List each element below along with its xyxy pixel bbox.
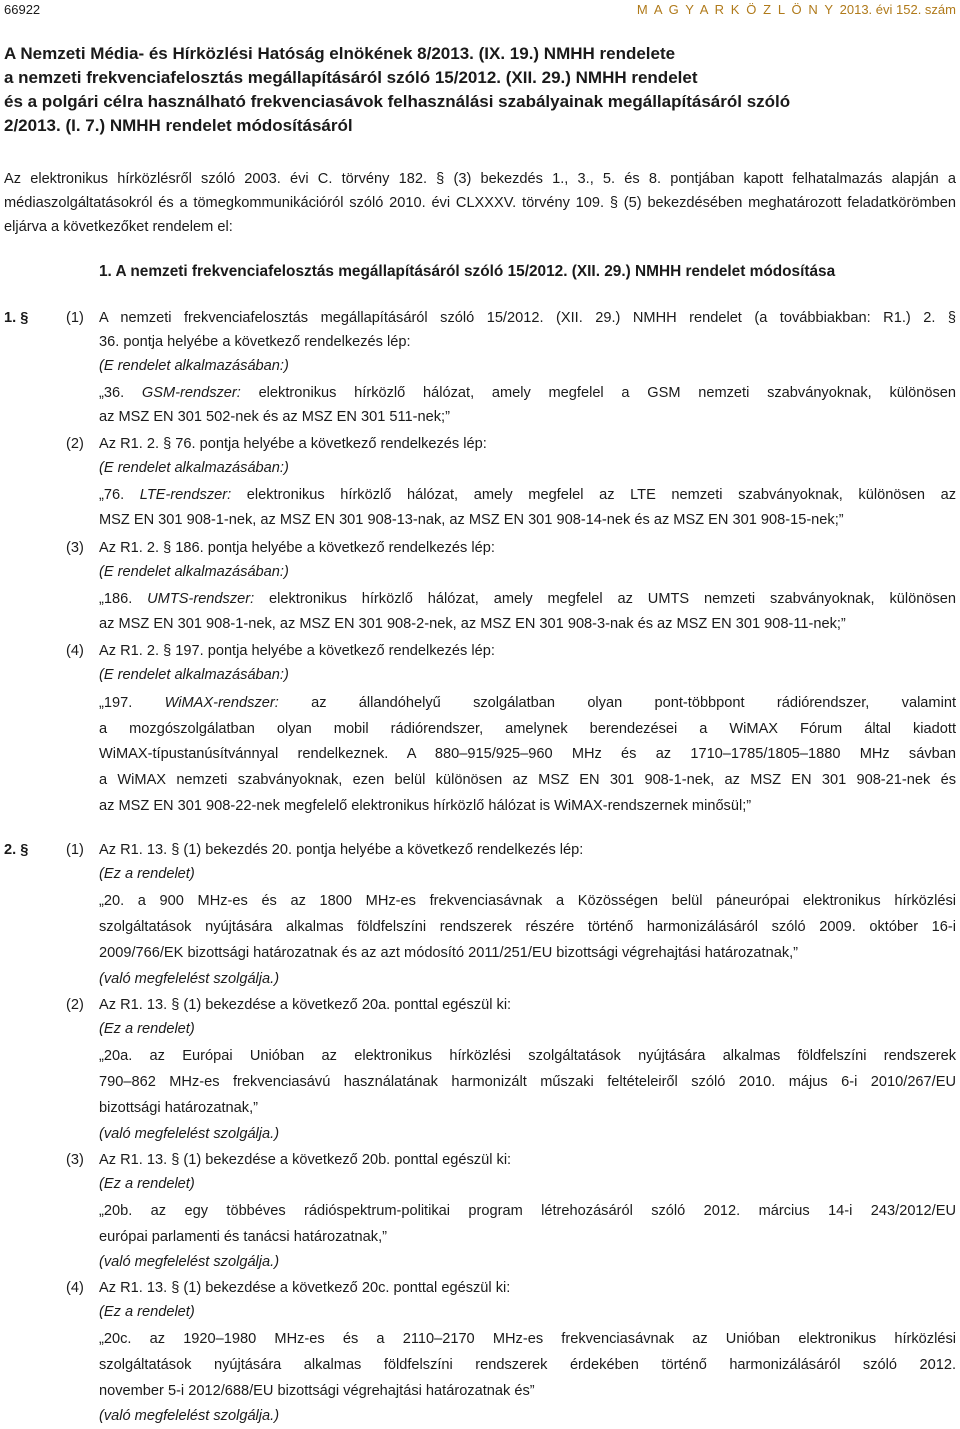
scope-note: (Ez a rendelet)	[99, 1176, 195, 1192]
subsection-number: (2)	[66, 997, 84, 1013]
quoted-line: november 5-i 2012/688/EU bizottsági végrehajtási határozatnak és”	[99, 1383, 535, 1399]
text-line: Az R1. 2. § 197. pontja helyébe a következő rendelkezés lép:	[99, 643, 495, 659]
quote-prefix: „76.	[99, 487, 140, 503]
paragraph-number: 1. §	[4, 310, 29, 326]
title-line: A Nemzeti Média- és Hírközlési Hatóság elnökének 8/2013. (IX. 19.) NMHH rendelete	[4, 44, 676, 63]
quoted-line	[99, 587, 956, 611]
text-line: Az R1. 2. § 186. pontja helyébe a következő rendelkezés lép:	[99, 540, 495, 556]
journal-header	[637, 2, 956, 17]
text-line: Az R1. 2. § 76. pontja helyébe a következő rendelkezés lép:	[99, 436, 487, 452]
quoted-line: 2009/766/EK bizottsági határozatnak és az azt módosító 2011/251/EU bizottsági végrehajtási határozatnak,”	[99, 945, 799, 961]
text-line: A nemzeti frekvenciafelosztás megállapításáról szóló 15/2012. (XII. 29.) NMHH rendelet (a továbbiakban: R1.) 2. §	[99, 310, 956, 326]
quoted-line: szolgáltatások nyújtására alkalmas földfelszíni rendszerek részére történő harmonizálásáról szóló 2009. október 16-i	[99, 919, 956, 935]
quoted-line: WiMAX-típustanúsítvánnyal rendelkeznek. A 880–915/925–960 MHz és az 1710–1785/1805–1880 MHz sávban	[99, 746, 956, 762]
quoted-line: „20b. az egy többéves rádióspektrum-politikai program létrehozásáról szóló 2012. március 14-i 243/2012/EU	[99, 1203, 956, 1219]
quote-text: elektronikus hírközlő hálózat, amely megfelel a GSM nemzeti szabványoknak, különösen	[240, 385, 956, 401]
scope-note: (E rendelet alkalmazásában:)	[99, 564, 289, 580]
quoted-line	[99, 691, 956, 715]
quoted-line: a WiMAX nemzeti szabványoknak, ezen belül különösen az MSZ EN 301 908-1-nek, az MSZ EN 301 908-21-nek és	[99, 772, 956, 788]
quoted-line: európai parlamenti és tanácsi határozatnak,”	[99, 1229, 387, 1245]
quote-prefix: „186.	[99, 591, 148, 607]
title-line: a nemzeti frekvenciafelosztás megállapításáról szóló 15/2012. (XII. 29.) NMHH rendelet	[4, 68, 698, 87]
text-line: 36. pontja helyébe a következő rendelkezés lép:	[99, 334, 411, 350]
subsection-number: (1)	[66, 310, 84, 326]
defined-term: GSM-rendszer:	[141, 385, 241, 401]
defined-term: LTE-rendszer:	[139, 487, 232, 503]
quoted-line: „20. a 900 MHz-es és az 1800 MHz-es frekvenciasávnak a Közösségen belül páneurópai elektronikus hírközlési	[99, 893, 956, 909]
scope-note: (Ez a rendelet)	[99, 866, 195, 882]
quoted-line: MSZ EN 301 908-1-nek, az MSZ EN 301 908-13-nak, az MSZ EN 301 908-14-nek és az MSZ EN 301 908-15-nek;”	[99, 512, 844, 528]
quote-text: elektronikus hírközlő hálózat, amely megfelel az UMTS nemzeti szabványoknak, különösen	[254, 591, 956, 607]
subsection-number: (4)	[66, 1280, 84, 1296]
page-number: 66922	[4, 2, 41, 17]
text-line: Az R1. 13. § (1) bekezdés 20. pontja helyébe a következő rendelkezés lép:	[99, 842, 584, 858]
subsection-number: (1)	[66, 842, 84, 858]
closing-note: (való megfelelést szolgálja.)	[99, 1126, 280, 1142]
quoted-line: az MSZ EN 301 908-1-nek, az MSZ EN 301 908-2-nek, az MSZ EN 301 908-3-nak és az MSZ EN 301 908-11-nek;”	[99, 616, 846, 632]
defined-term: WiMAX-rendszer:	[164, 695, 279, 711]
quoted-line: „20a. az Európai Unióban az elektronikus hírközlési szolgáltatások nyújtására alkalmas földfelszíni rendszerek	[99, 1048, 956, 1064]
quoted-line: az MSZ EN 301 908-22-nek megfelelő elektronikus hírközlő hálózat is WiMAX-rendszernek minősül;”	[99, 798, 752, 814]
quote-prefix: „36.	[99, 385, 142, 401]
subsection-number: (4)	[66, 643, 84, 659]
quote-text: az állandóhelyű szolgálatban olyan pont-többpont rádiórendszer, valamint	[278, 695, 956, 711]
quoted-line: 790–862 MHz-es frekvenciasávú használatának harmonizált műszaki feltételeiről szóló 2010. május 6-i 2010/267/EU	[99, 1074, 956, 1090]
subsection-number: (2)	[66, 436, 84, 452]
quoted-line: „20c. az 1920–1980 MHz-es és a 2110–2170 MHz-es frekvenciasávnak az Unióban elektronikus hírközlési	[99, 1331, 956, 1347]
quoted-line	[99, 483, 956, 507]
closing-note: (való megfelelést szolgálja.)	[99, 971, 280, 987]
quoted-line: bizottsági határozatnak,”	[99, 1100, 258, 1116]
closing-note: (való megfelelést szolgálja.)	[99, 1254, 280, 1270]
quoted-line: az MSZ EN 301 502-nek és az MSZ EN 301 511-nek;”	[99, 409, 450, 425]
scope-note: (E rendelet alkalmazásában:)	[99, 358, 289, 374]
subsection-number: (3)	[66, 1152, 84, 1168]
preamble: Az elektronikus hírközlésről szóló 2003. évi C. törvény 182. § (3) bekezdés 1., 3., 5. és 8. pontjában kapott felhatalmazás alapján a médiaszolgáltatásokról és a tömegkommunikációról szóló 2010. évi CLXXXV. törvény 109. § (5) bekezdésében meghatározott feladatkörömben eljárva a következőket rendelem el:	[4, 171, 956, 235]
closing-note: (való megfelelést szolgálja.)	[99, 1408, 280, 1424]
quote-prefix: „197.	[99, 695, 165, 711]
title-line: és a polgári célra használható frekvenciasávok felhasználási szabályainak megállapításáról szóló	[4, 92, 791, 111]
quoted-line: a mozgószolgálatban olyan mobil rádiórendszer, amelynek berendezései a WiMAX Fórum által kiadott	[99, 721, 956, 737]
section-heading: 1. A nemzeti frekvenciafelosztás megállapításáról szóló 15/2012. (XII. 29.) NMHH rendelet módosítása	[99, 263, 836, 280]
title-line: 2/2013. (I. 7.) NMHH rendelet módosításáról	[4, 116, 353, 135]
document-title	[4, 42, 960, 138]
scope-note: (E rendelet alkalmazásában:)	[99, 460, 289, 476]
quote-text: elektronikus hírközlő hálózat, amely megfelel az LTE nemzeti szabványoknak, különösen az	[231, 487, 956, 503]
issue-number: 2013. évi 152. szám	[839, 2, 956, 17]
text-line: Az R1. 13. § (1) bekezdése a következő 20c. ponttal egészül ki:	[99, 1280, 511, 1296]
paragraph-number: 2. §	[4, 842, 29, 858]
page-header	[4, 2, 956, 22]
scope-note: (Ez a rendelet)	[99, 1021, 195, 1037]
text-line: Az R1. 13. § (1) bekezdése a következő 20b. ponttal egészül ki:	[99, 1152, 512, 1168]
text-line: Az R1. 13. § (1) bekezdése a következő 20a. ponttal egészül ki:	[99, 997, 512, 1013]
quoted-line	[99, 381, 956, 405]
scope-note: (E rendelet alkalmazásában:)	[99, 667, 289, 683]
quoted-line: szolgáltatások nyújtására alkalmas földfelszíni rendszerek érdekében történő harmonizálásáról szóló 2012.	[99, 1357, 956, 1373]
defined-term: UMTS-rendszer:	[147, 591, 255, 607]
journal-name: M A G Y A R K Ö Z L Ö N Y	[636, 2, 835, 17]
scope-note: (Ez a rendelet)	[99, 1304, 195, 1320]
subsection-number: (3)	[66, 540, 84, 556]
